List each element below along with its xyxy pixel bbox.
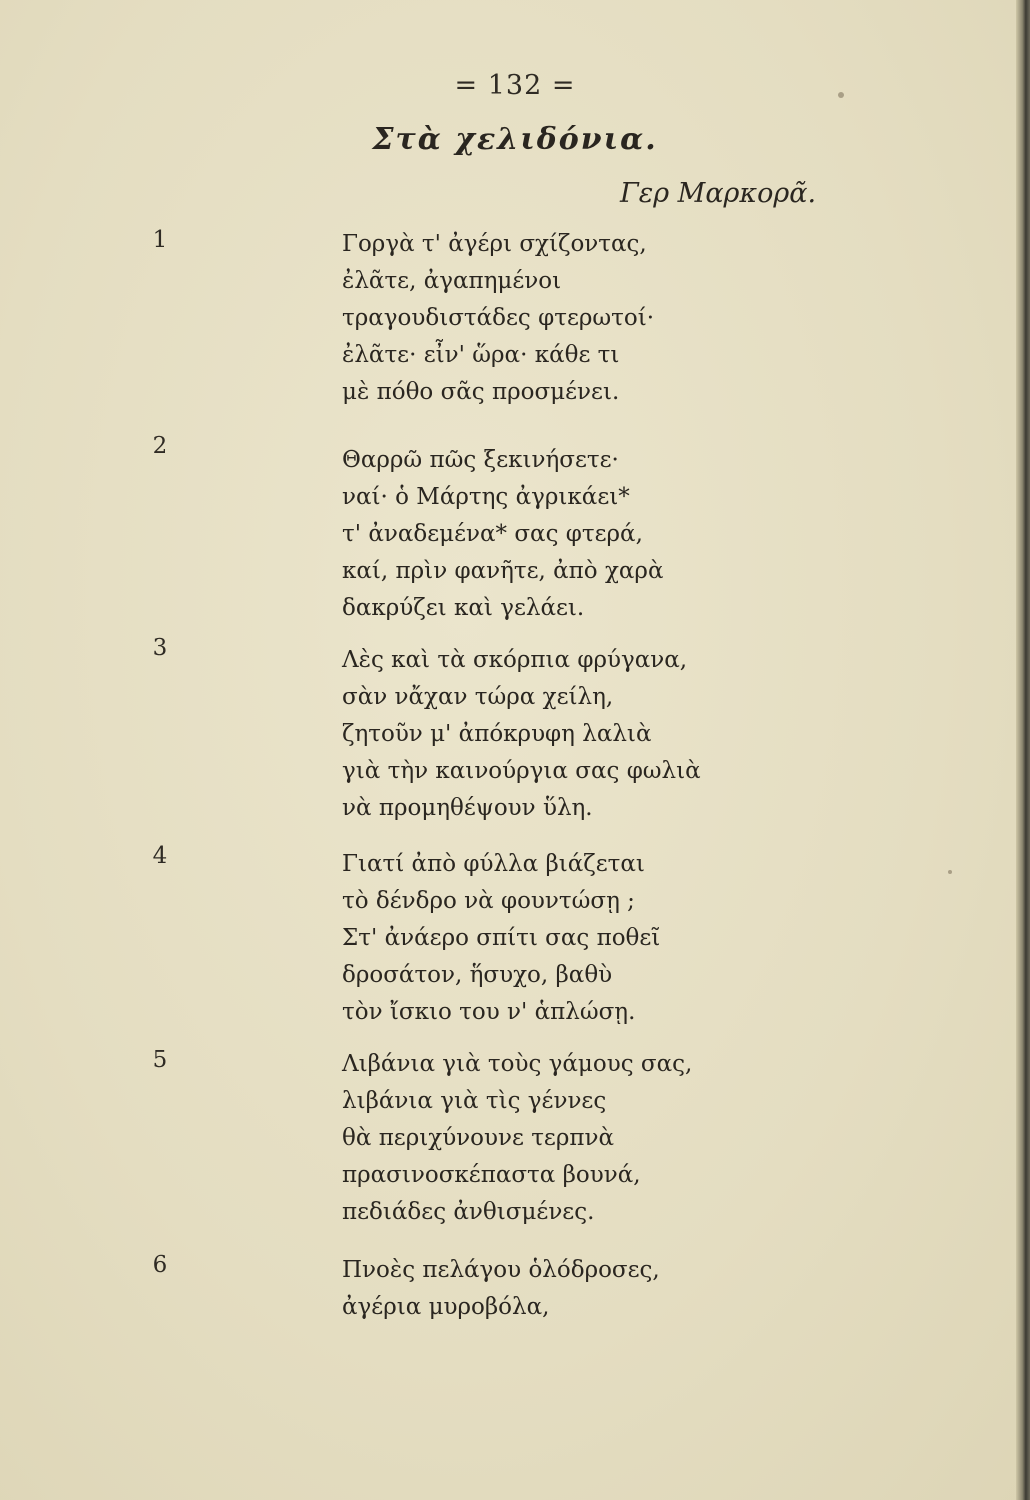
poem-line: μὲ πόθο σᾶς προσμένει.	[342, 379, 620, 405]
poem-line: τὸν ἴσκιο του ν' ἁπλώσῃ.	[342, 999, 636, 1025]
stanza-1	[342, 226, 942, 411]
poem-line: ἐλᾶτε, ἀγαπημένοι	[342, 268, 562, 294]
stanza-6	[342, 1252, 942, 1326]
stanza-number: 1	[152, 227, 168, 253]
poem-line: καί, πρὶν φανῆτε, ἀπὸ χαρὰ	[342, 558, 664, 584]
book-binding-edge	[1016, 0, 1030, 1500]
poem-line: ἐλᾶτε· εἶν' ὥρα· κάθε τι	[342, 342, 620, 368]
poem-line: Λὲς καὶ τὰ σκόρπια φρύγανα,	[342, 647, 688, 673]
poem-line: Λιβάνια γιὰ τοὺς γάμους σας,	[342, 1051, 693, 1077]
poem-line: Γοργὰ τ' ἀγέρι σχίζοντας,	[342, 231, 647, 257]
poem-title: Στὰ χελιδόνια.	[372, 122, 658, 157]
stanza-number: 2	[152, 433, 168, 459]
poem-line: δακρύζει καὶ γελάει.	[342, 595, 585, 621]
stanza-number: 6	[152, 1252, 168, 1278]
poem-line: λιβάνια γιὰ τὶς γέννες	[342, 1088, 607, 1114]
poem-line: ἀγέρια μυροβόλα,	[342, 1294, 550, 1320]
poem-line: ναί· ὁ Μάρτης ἀγρικάει*	[342, 484, 630, 510]
stanza-2	[342, 442, 942, 627]
stanza-3	[342, 642, 942, 827]
poem-line: γιὰ τὴν καινούργια σας φωλιὰ	[342, 758, 701, 784]
poem-line: τραγουδιστάδες φτερωτοί·	[342, 305, 655, 331]
poem-line: Θαρρῶ πῶς ξεκινήσετε·	[342, 447, 619, 473]
poem-line: θὰ περιχύνουνε τερπνὰ	[342, 1125, 614, 1151]
poem-author: Γερ Μαρκορᾶ.	[620, 178, 817, 209]
poem-line: δροσάτον, ἥσυχο, βαθὺ	[342, 962, 613, 988]
poem-line: ζητοῦν μ' ἀπόκρυφη λαλιὰ	[342, 721, 652, 747]
poem-line: πρασινοσκέπαστα βουνά,	[342, 1162, 641, 1188]
stanza-5	[342, 1046, 942, 1231]
poem-line: Γιατί ἀπὸ φύλλα βιάζεται	[342, 851, 645, 877]
stanza-number: 4	[152, 843, 168, 869]
poem-line: νὰ προμηθέψουν ὕλη.	[342, 795, 593, 821]
poem-line: Στ' ἀνάερο σπίτι σας ποθεῖ	[342, 925, 661, 951]
poem-line: τ' ἀναδεμένα* σας φτερά,	[342, 521, 643, 547]
stanza-number: 3	[152, 635, 168, 661]
poem-line: πεδιάδες ἀνθισμένες.	[342, 1199, 595, 1225]
stanza-number: 5	[152, 1047, 168, 1073]
page-number: = 132 =	[454, 70, 576, 101]
poem-line: Πνοὲς πελάγου ὁλόδροσες,	[342, 1257, 660, 1283]
paper-speck	[948, 870, 952, 874]
stanza-4	[342, 846, 942, 1031]
poem-line: τὸ δένδρο νὰ φουντώσῃ ;	[342, 888, 635, 914]
poem-line: σὰν νἄχαν τώρα χείλη,	[342, 684, 614, 710]
